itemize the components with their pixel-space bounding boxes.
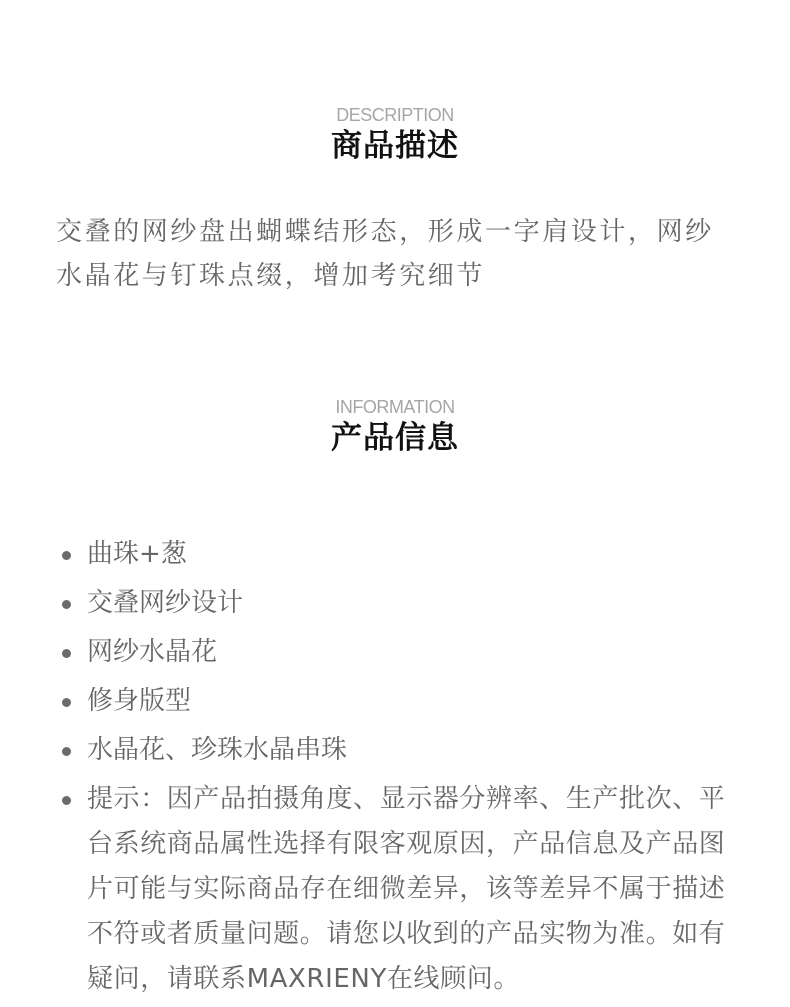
list-item <box>60 532 736 577</box>
description-header <box>0 104 790 166</box>
list-item <box>60 679 736 724</box>
bullet-dot-icon <box>62 796 71 805</box>
information-header <box>0 396 790 458</box>
list-item-notice <box>60 777 736 1002</box>
list-item-text: 网纱水晶花 <box>87 637 218 667</box>
bullet-dot-icon <box>62 551 71 560</box>
information-eyebrow: INFORMATION <box>335 397 455 417</box>
notice-text: 提示：因产品拍摄角度、显示器分辨率、生产批次、平台系统商品属性选择有限客观原因，产品信息及产品图片可能与实际商品存在细微差异，该等差异不属于描述不符或者质量问题。请您以收到的产品实物为准。如有疑问，请联系MAXRIENY在线顾问。 <box>87 784 726 994</box>
bullet-dot-icon <box>62 698 71 707</box>
bullet-dot-icon <box>62 600 71 609</box>
description-text: 交叠的网纱盘出蝴蝶结形态，形成一字肩设计，网纱水晶花与钉珠点缀，增加考究细节 <box>56 217 714 291</box>
information-title: 产品信息 <box>331 420 459 456</box>
information-list <box>60 532 736 1006</box>
list-item-text: 修身版型 <box>87 686 192 716</box>
list-item <box>60 728 736 773</box>
list-item-text: 曲珠+葱 <box>87 539 187 569</box>
list-item-text: 水晶花、珍珠水晶串珠 <box>87 735 348 765</box>
list-item <box>60 630 736 675</box>
description-eyebrow: DESCRIPTION <box>336 105 454 125</box>
bullet-dot-icon <box>62 649 71 658</box>
description-title: 商品描述 <box>331 128 459 164</box>
list-item <box>60 581 736 626</box>
bullet-dot-icon <box>62 747 71 756</box>
list-item-text: 交叠网纱设计 <box>87 588 244 618</box>
